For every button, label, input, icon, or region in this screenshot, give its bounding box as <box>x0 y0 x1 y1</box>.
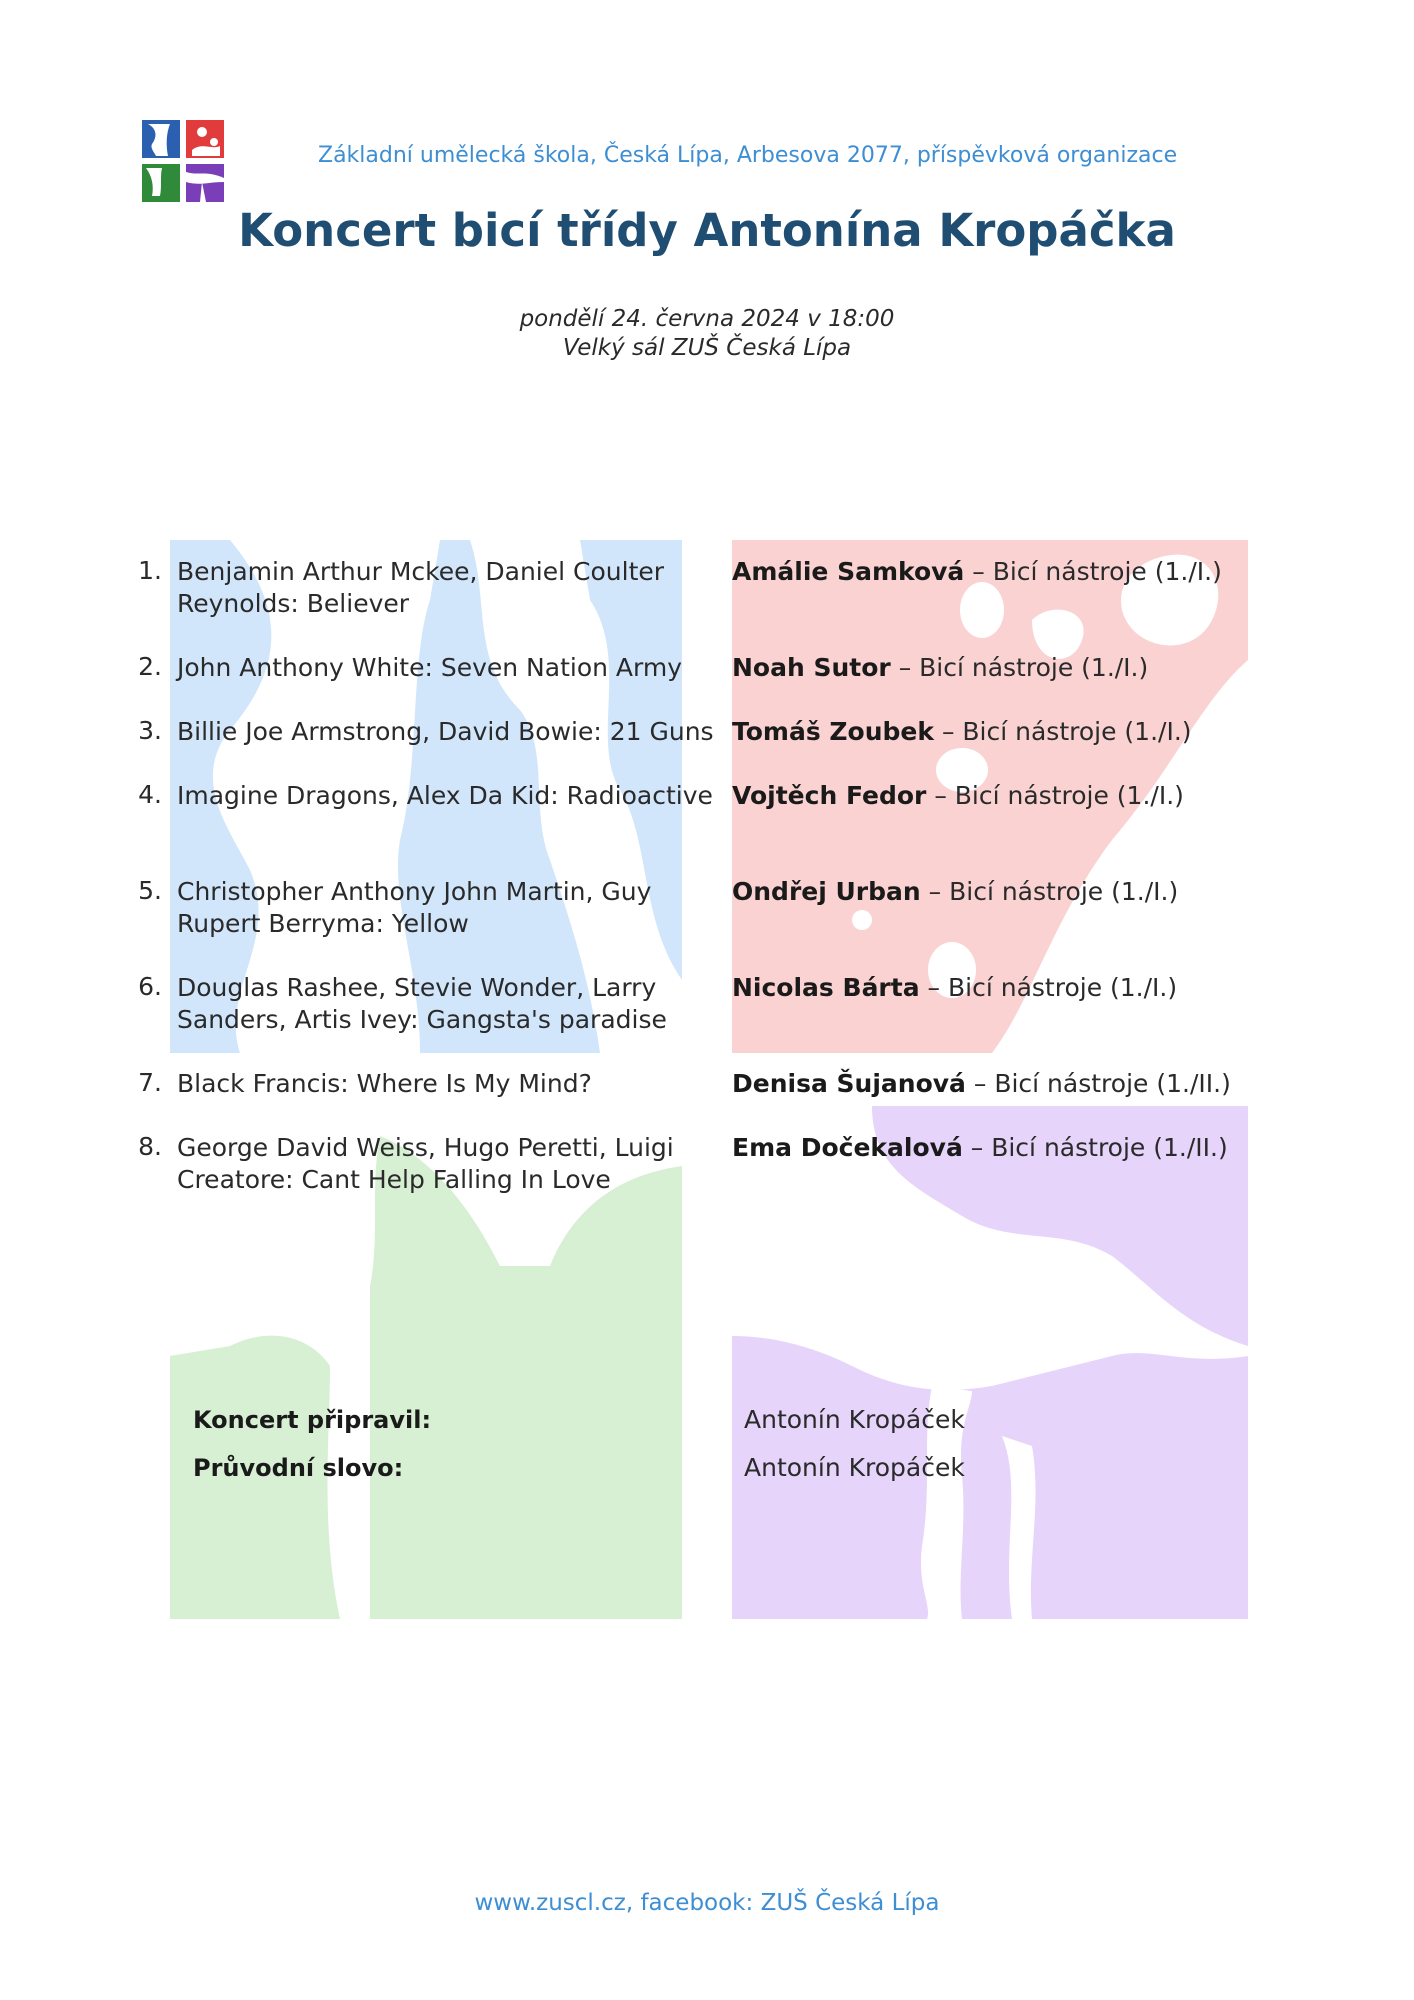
piece-title: Christopher Anthony John Martin, Guy Rupert Berryma: Yellow <box>177 877 652 938</box>
performer-line <box>732 1068 1292 1100</box>
performer-instrument: – Bicí nástroje (1./II.) <box>973 1069 1231 1098</box>
performer-name: Amálie Samková <box>732 557 965 586</box>
performer-line <box>732 652 1292 684</box>
performer-line <box>732 1132 1292 1164</box>
performer-instrument: – Bicí nástroje (1./I.) <box>972 557 1222 586</box>
performer-name: Nicolas Bárta <box>732 973 920 1002</box>
piece-title: Black Francis: Where Is My Mind? <box>177 1069 592 1098</box>
item-number: 5. <box>138 876 162 905</box>
footer-links[interactable]: www.zuscl.cz, facebook: ZUŠ Česká Lípa <box>474 1890 940 1916</box>
performer-name: Denisa Šujanová <box>732 1069 966 1098</box>
piece-title: George David Weiss, Hugo Peretti, Luigi Creatore: Cant Help Falling In Love <box>177 1133 674 1194</box>
piece-title: Douglas Rashee, Stevie Wonder, Larry Sanders, Artis Ivey: Gangsta's paradise <box>177 973 667 1034</box>
performer-name: Tomáš Zoubek <box>732 717 934 746</box>
item-number: 8. <box>138 1132 162 1161</box>
item-number: 4. <box>138 780 162 809</box>
speech-by-value: Antonín Kropáček <box>744 1453 965 1482</box>
performer-instrument: – Bicí nástroje (1./I.) <box>898 653 1149 682</box>
performer-name: Vojtěch Fedor <box>732 781 927 810</box>
item-number: 2. <box>138 652 162 681</box>
performer-instrument: – Bicí nástroje (1./II.) <box>970 1133 1228 1162</box>
performer-line <box>732 876 1292 908</box>
event-date: pondělí 24. června 2024 v 18:00 <box>519 306 895 332</box>
piece-title: Imagine Dragons, Alex Da Kid: Radioactive <box>177 781 713 810</box>
item-number: 1. <box>138 556 162 585</box>
performer-name: Noah Sutor <box>732 653 891 682</box>
speech-by-label: Průvodní slovo: <box>193 1454 404 1482</box>
piece-title: Billie Joe Armstrong, David Bowie: 21 Guns <box>177 717 714 746</box>
background-purple-quadrant <box>732 1106 1248 1619</box>
item-number: 7. <box>138 1068 162 1097</box>
performer-name: Ondřej Urban <box>732 877 921 906</box>
performer-instrument: – Bicí nástroje (1./I.) <box>927 973 1178 1002</box>
performer-line <box>732 780 1292 812</box>
school-name: Základní umělecká škola, Česká Lípa, Arbesova 2077, příspěvková organizace <box>318 143 1178 168</box>
school-logo <box>142 120 224 202</box>
item-number: 3. <box>138 716 162 745</box>
prepared-by-label: Koncert připravil: <box>193 1406 432 1434</box>
performer-line <box>732 556 1292 588</box>
performer-instrument: – Bicí nástroje (1./I.) <box>934 781 1184 810</box>
item-number: 6. <box>138 972 162 1001</box>
event-venue: Velký sál ZUŠ Česká Lípa <box>562 335 852 361</box>
prepared-by-value: Antonín Kropáček <box>744 1405 965 1434</box>
piece-title: Benjamin Arthur Mckee, Daniel Coulter Reynolds: Believer <box>177 557 665 618</box>
performer-line <box>732 716 1292 748</box>
performer-name: Ema Dočekalová <box>732 1133 963 1162</box>
page-title: Koncert bicí třídy Antonína Kropáčka <box>238 204 1176 257</box>
piece-title: John Anthony White: Seven Nation Army <box>177 653 683 682</box>
performer-instrument: – Bicí nástroje (1./I.) <box>941 717 1192 746</box>
performer-line <box>732 972 1292 1004</box>
performer-instrument: – Bicí nástroje (1./I.) <box>928 877 1179 906</box>
